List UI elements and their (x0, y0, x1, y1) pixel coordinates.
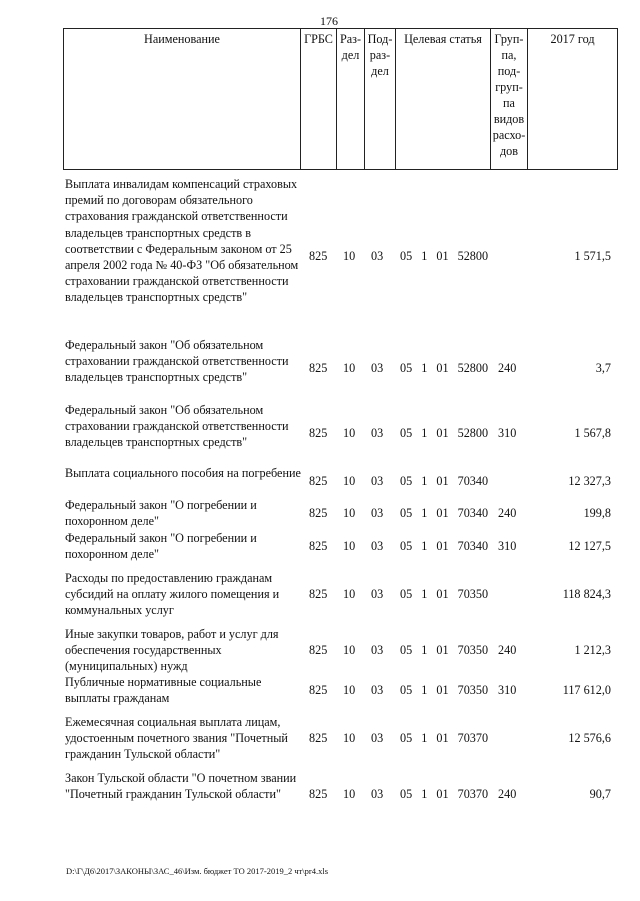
row-vid: 240 (498, 643, 517, 657)
header-name: Наименование (64, 29, 301, 169)
row-csr: 05 1 01 52800 (400, 249, 489, 263)
header-grbs: ГРБС (301, 29, 337, 169)
row-csr: 05 1 01 70370 (400, 731, 489, 745)
row-grbs: 825 (309, 731, 328, 745)
row-grbs: 825 (309, 474, 328, 488)
row-razdel: 10 (343, 474, 356, 488)
row-csr: 05 1 01 52800 (400, 361, 489, 375)
header-vid: Груп- па, под- груп- па видов расхо- дов (491, 29, 528, 169)
row-sum: 12 327,3 (568, 474, 611, 488)
row-grbs: 825 (309, 683, 328, 697)
row-csr: 05 1 01 70340 (400, 474, 489, 488)
row-sum: 3,7 (595, 361, 611, 375)
row-name: Ежемесячная социальная выплата лицам, удостоенным почетного звания "Почетный гражданин Тульской области" (65, 715, 288, 762)
row-podrazdel: 03 (371, 474, 384, 488)
row-sum: 1 571,5 (574, 249, 611, 263)
row-name: Федеральный закон "О погребении и похоронном деле" (65, 531, 257, 562)
row-razdel: 10 (343, 643, 356, 657)
row-podrazdel: 03 (371, 361, 384, 375)
row-razdel: 10 (343, 506, 356, 520)
row-grbs: 825 (309, 539, 328, 553)
row-podrazdel: 03 (371, 539, 384, 553)
row-grbs: 825 (309, 787, 328, 801)
row-csr: 05 1 01 52800 (400, 426, 489, 440)
row-vid: 310 (498, 426, 517, 440)
row-sum: 1 567,8 (574, 426, 611, 440)
row-vid: 240 (498, 787, 517, 801)
row-grbs: 825 (309, 506, 328, 520)
row-podrazdel: 03 (371, 249, 384, 263)
row-sum: 1 212,3 (574, 643, 611, 657)
row-podrazdel: 03 (371, 683, 384, 697)
row-csr: 05 1 01 70350 (400, 587, 489, 601)
header-podrazdel: Под- раз- дел (365, 29, 396, 169)
row-sum: 117 612,0 (562, 683, 611, 697)
row-csr: 05 1 01 70370 (400, 787, 489, 801)
row-razdel: 10 (343, 683, 356, 697)
row-grbs: 825 (309, 643, 328, 657)
row-name: Федеральный закон "О погребении и похоронном деле" (65, 498, 257, 529)
row-sum: 118 824,3 (562, 587, 611, 601)
row-name: Расходы по предоставлению гражданам субсидий на оплату жилого помещения и коммунальных услуг (65, 571, 280, 618)
row-csr: 05 1 01 70350 (400, 683, 489, 697)
row-sum: 12 576,6 (568, 731, 611, 745)
row-razdel: 10 (343, 787, 356, 801)
row-podrazdel: 03 (371, 587, 384, 601)
row-name: Закон Тульской области "О почетном звании "Почетный гражданин Тульской области" (65, 771, 297, 802)
file-path-footer: D:\Г\Д6\2017\ЗАКОНЫ\ЗАС_46\Изм. бюджет ТО 2017-2019_2 чт\pr4.xls (66, 866, 329, 876)
row-vid: 310 (498, 683, 517, 697)
row-name: Публичные нормативные социальные выплаты гражданам (65, 675, 262, 706)
row-name: Федеральный закон "Об обязательном страховании гражданской ответственности владельцев транспортных средств" (65, 403, 289, 450)
row-podrazdel: 03 (371, 426, 384, 440)
row-razdel: 10 (343, 731, 356, 745)
table-header (63, 28, 618, 170)
row-name: Выплата инвалидам компенсаций страховых премий по договорам обязательного страхования гражданской ответственности владельцев транспортных средств в соответствии с Федеральным законом от 25 апреля 2002 года № 40-ФЗ "Об обязательном страховании гражданской ответственности владельцев транспортных средств" (65, 177, 299, 305)
row-razdel: 10 (343, 249, 356, 263)
row-razdel: 10 (343, 539, 356, 553)
row-podrazdel: 03 (371, 643, 384, 657)
row-csr: 05 1 01 70340 (400, 539, 489, 553)
header-razdel: Раз- дел (337, 29, 365, 169)
row-csr: 05 1 01 70350 (400, 643, 489, 657)
row-csr: 05 1 01 70340 (400, 506, 489, 520)
row-grbs: 825 (309, 361, 328, 375)
row-name: Выплата социального пособия на погребение (65, 466, 301, 480)
row-sum: 90,7 (589, 787, 611, 801)
page-number: 176 (320, 14, 338, 28)
row-name: Федеральный закон "Об обязательном страховании гражданской ответственности владельцев транспортных средств" (65, 338, 289, 385)
row-vid: 310 (498, 539, 517, 553)
row-sum: 199,8 (583, 506, 611, 520)
header-year: 2017 год (550, 32, 595, 46)
row-razdel: 10 (343, 587, 356, 601)
row-grbs: 825 (309, 587, 328, 601)
row-grbs: 825 (309, 249, 328, 263)
header-csr: Целевая статья (396, 29, 491, 169)
row-sum: 12 127,5 (568, 539, 611, 553)
row-razdel: 10 (343, 361, 356, 375)
row-podrazdel: 03 (371, 506, 384, 520)
row-podrazdel: 03 (371, 787, 384, 801)
row-grbs: 825 (309, 426, 328, 440)
row-name: Иные закупки товаров, работ и услуг для обеспечения государственных (муниципальных) нужд (65, 627, 279, 674)
row-podrazdel: 03 (371, 731, 384, 745)
row-vid: 240 (498, 506, 517, 520)
row-vid: 240 (498, 361, 517, 375)
row-razdel: 10 (343, 426, 356, 440)
